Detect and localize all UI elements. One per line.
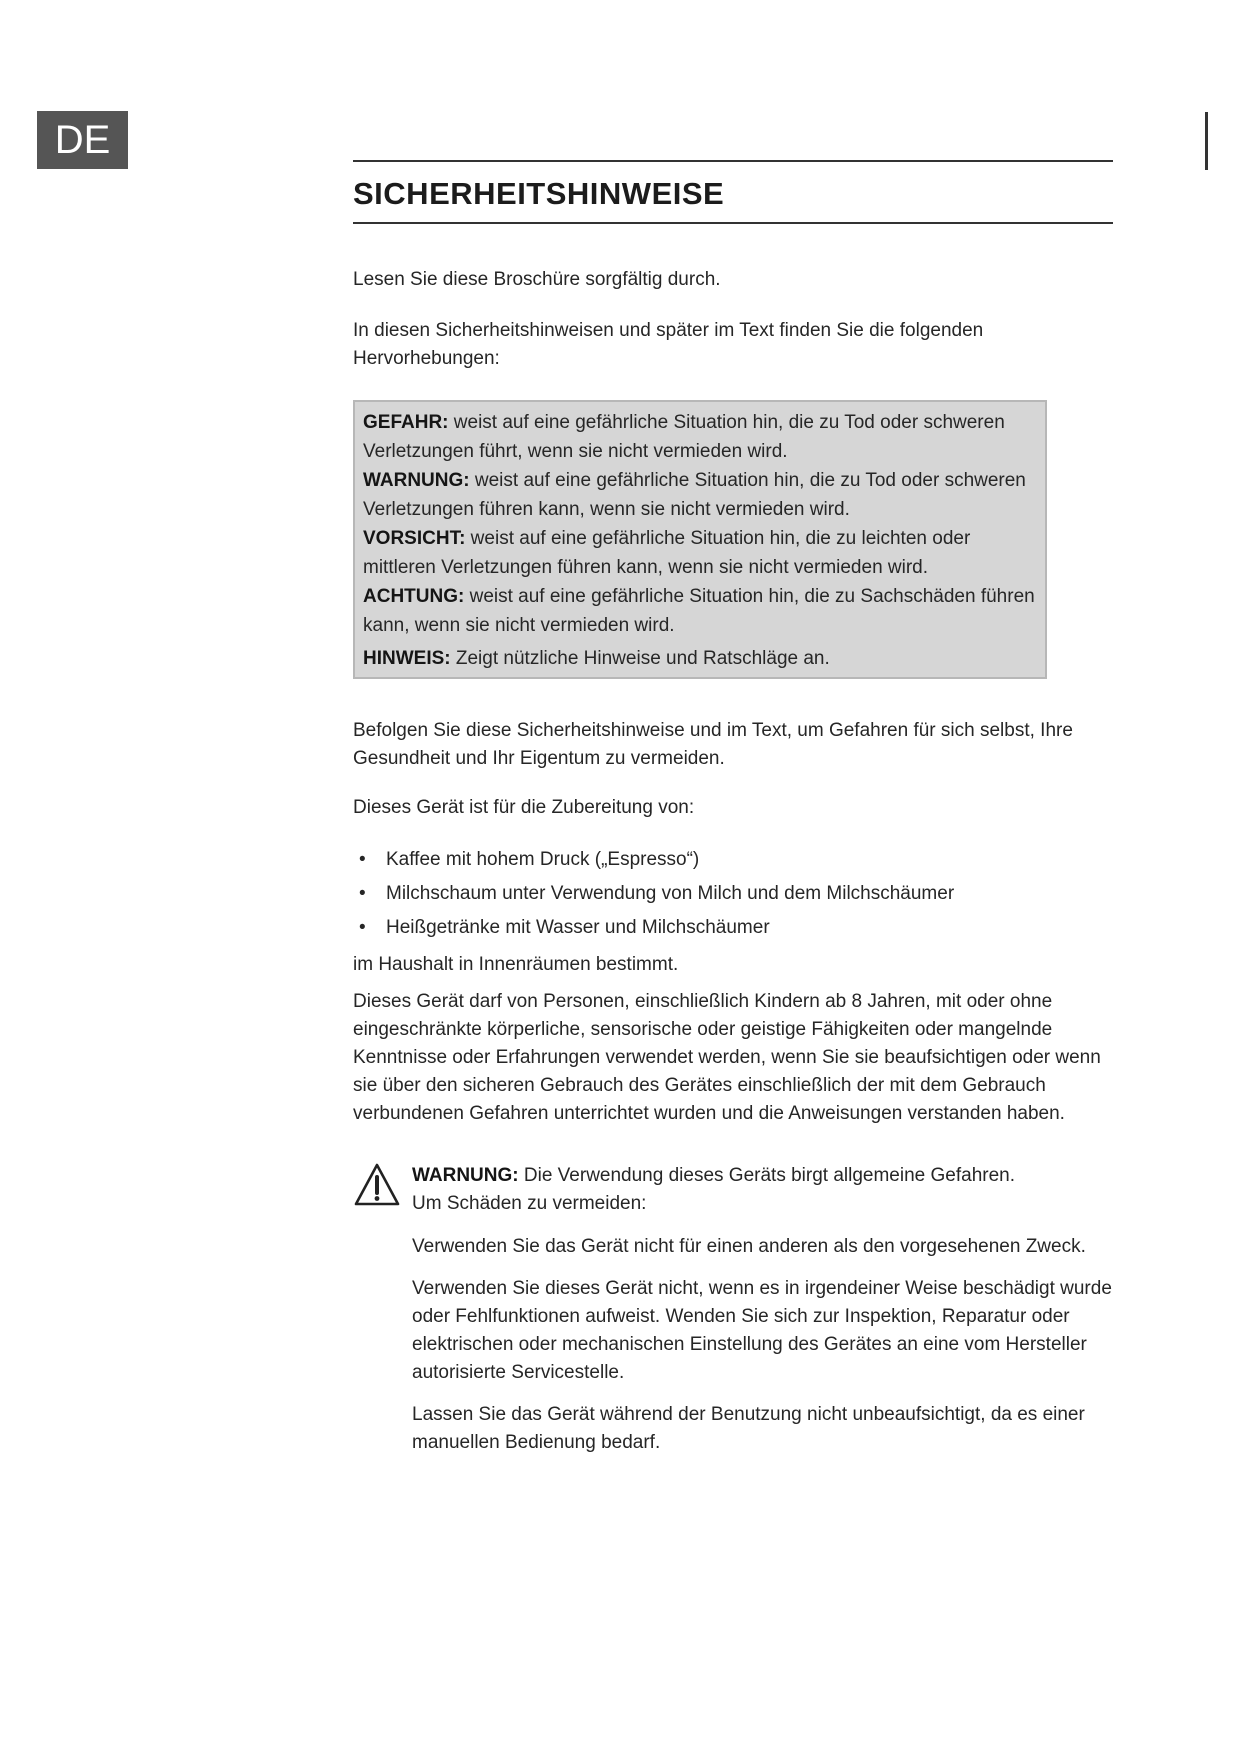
- notice-label: VORSICHT:: [363, 528, 466, 549]
- warning-label: WARNUNG:: [412, 1165, 519, 1186]
- notice-hint: [363, 644, 1037, 673]
- title-rule-bottom: [353, 222, 1113, 224]
- warning-paragraph: Lassen Sie das Gerät während der Benutzung nicht unbeaufsichtigt, da es einer manuellen Bedienung bedarf.: [412, 1404, 1085, 1453]
- notice-text: weist auf eine gefährliche Situation hin, die zu Sachschäden führen kann, wenn sie nicht vermieden wird.: [363, 586, 1035, 636]
- warning-paragraph: Verwenden Sie das Gerät nicht für einen anderen als den vorgesehenen Zweck.: [412, 1236, 1086, 1257]
- warning-heading: [412, 1162, 1113, 1218]
- title-rule-top: [353, 160, 1113, 162]
- signal-words-box: [353, 400, 1047, 679]
- safety-section: [353, 160, 1113, 1471]
- list-item: • Heißgetränke mit Wasser und Milchschäumer: [353, 911, 1113, 945]
- notice-text: weist auf eine gefährliche Situation hin, die zu Tod oder schweren Verletzungen führen kann, wenn sie nicht vermieden wird.: [363, 470, 1026, 520]
- notice-text: weist auf eine gefährliche Situation hin, die zu leichten oder mittleren Verletzungen führen kann, wenn sie nicht vermieden wird.: [363, 528, 971, 578]
- notice-caution: [363, 524, 1037, 582]
- list-item: • Kaffee mit hohem Druck („Espresso“): [353, 843, 1113, 877]
- highlights-intro-text: In diesen Sicherheitshinweisen und später im Text finden Sie die folgenden Hervorhebungen:: [353, 320, 984, 369]
- scope-text: im Haushalt in Innenräumen bestimmt.: [353, 954, 679, 975]
- warning-text: Die Verwendung dieses Geräts birgt allgemeine Gefahren.: [518, 1165, 1016, 1186]
- warning-paragraph: Verwenden Sie dieses Gerät nicht, wenn es in irgendeiner Weise beschädigt wurde oder Fehlfunktionen aufweist. Wenden Sie sich zur Inspektion, Reparatur oder elektrischen oder mechanischen Einstellung des Gerätes an eine vom Hersteller autorisierte Servicestelle.: [412, 1278, 1112, 1383]
- device-intro-text: Dieses Gerät ist für die Zubereitung von:: [353, 797, 695, 818]
- notice-text: weist auf eine gefährliche Situation hin, die zu Tod oder schweren Verletzungen führt, wenn sie nicht vermieden wird.: [363, 412, 1005, 462]
- notice-attention: [363, 582, 1037, 640]
- uses-list: [353, 843, 1113, 945]
- notice-label: GEFAHR:: [363, 412, 449, 433]
- persons-text: Dieses Gerät darf von Personen, einschließlich Kindern ab 8 Jahren, mit oder ohne eingeschränkte körperliche, sensorische oder geistige Fähigkeiten oder mangelnde Kenntnisse oder Erfahrungen verwendet werden, wenn Sie sie beaufsichtigen oder wenn sie über den sicheren Gebrauch des Gerätes einschließlich der mit dem Gebrauch verbundenen Gefahren unterrichtet wurden und die Anweisungen verstanden haben.: [353, 991, 1101, 1124]
- notice-warning: [363, 466, 1037, 524]
- notice-danger: [363, 408, 1037, 466]
- warning-line2: Um Schäden zu vermeiden:: [412, 1193, 647, 1214]
- notice-text: Zeigt nützliche Hinweise und Ratschläge an.: [450, 648, 830, 669]
- follow-text: Befolgen Sie diese Sicherheitshinweise und im Text, um Gefahren für sich selbst, Ihre Gesundheit und Ihr Eigentum zu vermeiden.: [353, 720, 1073, 769]
- page-edge-marker: [1205, 112, 1208, 170]
- intro-text: Lesen Sie diese Broschüre sorgfältig durch.: [353, 269, 721, 290]
- notice-label: WARNUNG:: [363, 470, 470, 491]
- notice-label: ACHTUNG:: [363, 586, 465, 607]
- warning-triangle-icon: [353, 1162, 401, 1207]
- notice-label: HINWEIS:: [363, 648, 451, 669]
- page-title: SICHERHEITSHINWEISE: [353, 176, 725, 211]
- list-item: • Milchschaum unter Verwendung von Milch und dem Milchschäumer: [353, 877, 1113, 911]
- warning-block: [353, 1162, 1113, 1457]
- language-tab: DE: [37, 111, 128, 169]
